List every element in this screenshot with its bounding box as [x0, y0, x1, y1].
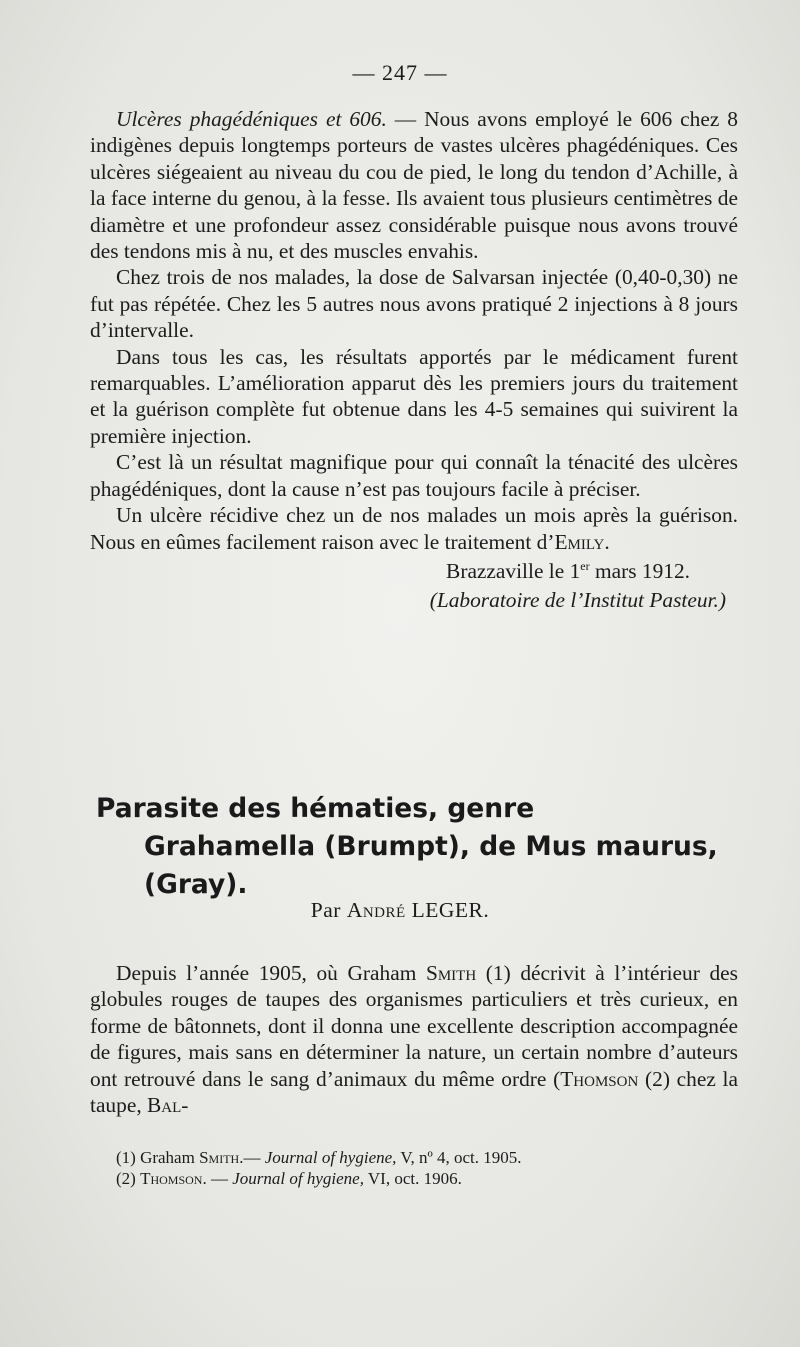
- paragraph-4: C’est là un résultat magnifique pour qui connaît la ténacité des ulcères phagédéniques, dont la cause n’est pas toujours facile à préciser.: [90, 450, 738, 501]
- byline: Par André LEGER.: [310, 898, 490, 922]
- article-body: [90, 960, 738, 1118]
- paragraph-3: Dans tous les cas, les résultats apportés par le médicament furent remarquables. L’amélioration apparut dès les premiers jours du traitement et la guérison complète fut obtenue dans les 4-5 semaines qui suivirent la première injection.: [90, 344, 738, 448]
- paragraph-5: Un ulcère récidive chez un de nos malades un mois après la guérison. Nous en eûmes facilement raison avec le traitement d’Emily.: [90, 503, 738, 554]
- footnote-1: (1) Graham Smith.— Journal of hygiene, V, nº 4, oct. 1905.: [116, 1148, 522, 1167]
- footnotes: [116, 1147, 736, 1189]
- signature-block: [90, 557, 738, 615]
- page-number: — 247 —: [352, 60, 448, 85]
- article-title: [96, 790, 756, 904]
- paragraph-2: Chez trois de nos malades, la dose de Salvarsan injectée (0,40-0,30) ne fut pas répétée. Chez les 5 autres nous avons pratiqué 2 injections à 8 jours d’intervalle.: [90, 265, 738, 343]
- paragraph-1: Ulcères phagédéniques et 606. — Nous avons employé le 606 chez 8 indigènes depuis longtemps porteurs de vastes ulcères phagédéniques. Ces ulcères siégeaient au niveau du cou de pied, le long du tendon d’Achille, à la face interne du genou, à la fesse. Ils avaient tous plusieurs centimètres de diamètre et une profondeur assez considérable puisque nous avons trouvé des tendons mis à nu, et des muscles envahis.: [90, 107, 738, 264]
- place-date: Brazzaville le 1er mars 1912.: [446, 558, 690, 583]
- footnote-2: (2) Thomson. — Journal of hygiene, VI, oct. 1906.: [116, 1169, 462, 1188]
- title-line-1: Parasite des hématies, genre: [96, 793, 535, 824]
- section-heading: Ulcères phagédéniques et 606.: [116, 107, 387, 131]
- laboratory: (Laboratoire de l’Institut Pasteur.): [429, 587, 726, 612]
- body-paragraph: Depuis l’année 1905, où Graham Smith (1) décrivit à l’intérieur des globules rouges de taupes des organismes particuliers et très curieux, en forme de bâtonnets, dont il donna une excellente description accompagnée de figures, mais sans en déterminer la nature, un certain nombre d’auteurs ont retrouvé dans le sang d’animaux du même ordre (Thomson (2) chez la taupe, Bal-: [90, 961, 738, 1118]
- section-ulceres: [90, 106, 738, 615]
- title-line-2: Grahamella (Brumpt), de Mus maurus, (Gray).: [144, 831, 718, 900]
